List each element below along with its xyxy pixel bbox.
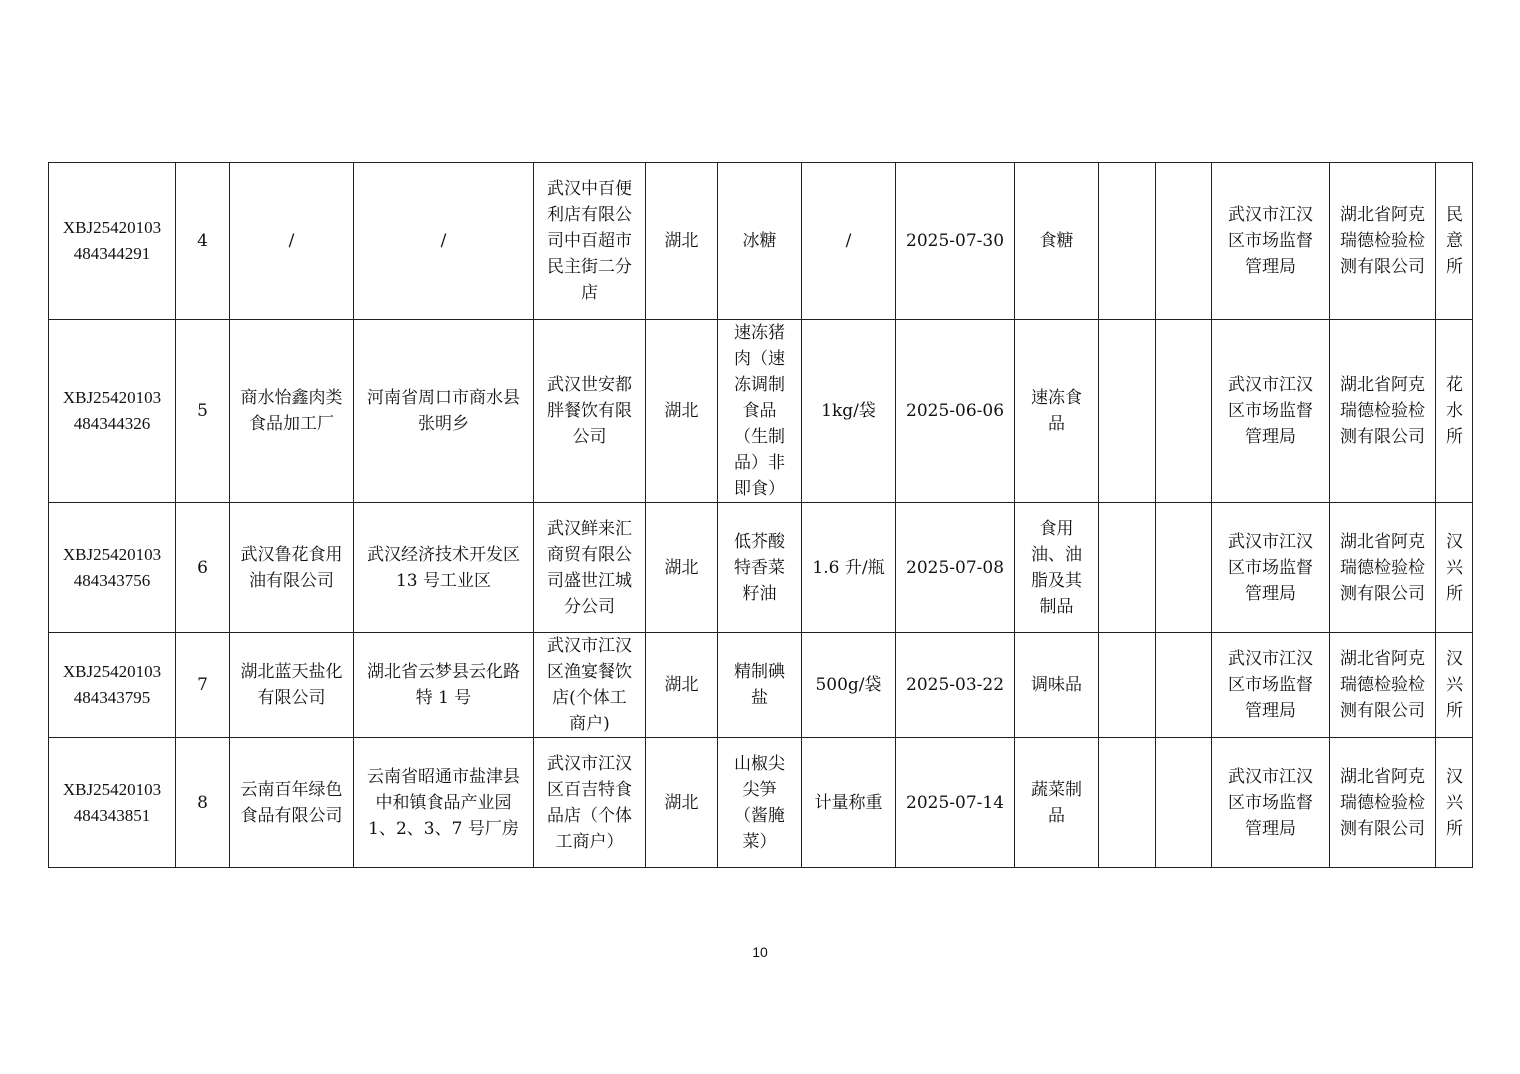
- blank-cell: [1156, 320, 1212, 503]
- food-name-cell: 精制碘盐: [718, 633, 802, 738]
- category-cell: 食用油、油脂及其制品: [1015, 503, 1099, 633]
- province-cell: 湖北: [646, 320, 718, 503]
- producer-cell: 湖北蓝天盐化有限公司: [230, 633, 354, 738]
- blank-cell: [1156, 738, 1212, 868]
- blank-cell: [1156, 633, 1212, 738]
- blank-cell: [1099, 633, 1156, 738]
- producer-cell: 云南百年绿色食品有限公司: [230, 738, 354, 868]
- table-row: [49, 633, 1473, 738]
- date-cell: 2025-03-22: [896, 633, 1015, 738]
- category-cell: 速冻食品: [1015, 320, 1099, 503]
- office-cell: 汉兴所: [1436, 738, 1473, 868]
- food-name-cell: 山椒尖尖笋（酱腌菜）: [718, 738, 802, 868]
- seq-cell: 7: [176, 633, 230, 738]
- food-name-cell: 冰糖: [718, 163, 802, 320]
- sampled-unit-cell: 武汉市江汉区百吉特食品店（个体工商户）: [534, 738, 646, 868]
- date-cell: 2025-07-14: [896, 738, 1015, 868]
- lab-cell: 湖北省阿克瑞德检验检测有限公司: [1330, 633, 1436, 738]
- spec-cell: 1kg/袋: [802, 320, 896, 503]
- producer-address-cell: 武汉经济技术开发区 13 号工业区: [354, 503, 534, 633]
- spec-cell: 1.6 升/瓶: [802, 503, 896, 633]
- category-cell: 蔬菜制品: [1015, 738, 1099, 868]
- seq-cell: 6: [176, 503, 230, 633]
- sample-no-cell: XBJ25420103484344291: [49, 163, 176, 320]
- blank-cell: [1099, 738, 1156, 868]
- office-cell: 花水所: [1436, 320, 1473, 503]
- page-number: 10: [752, 944, 768, 960]
- sampled-unit-cell: 武汉中百便利店有限公司中百超市民主街二分店: [534, 163, 646, 320]
- date-cell: 2025-07-30: [896, 163, 1015, 320]
- producer-address-cell: 云南省昭通市盐津县中和镇食品产业园 1、2、3、7 号厂房: [354, 738, 534, 868]
- office-cell: 民意所: [1436, 163, 1473, 320]
- blank-cell: [1156, 163, 1212, 320]
- sample-no-cell: XBJ25420103484343756: [49, 503, 176, 633]
- blank-cell: [1099, 320, 1156, 503]
- authority-cell: 武汉市江汉区市场监督管理局: [1212, 633, 1330, 738]
- province-cell: 湖北: [646, 738, 718, 868]
- date-cell: 2025-07-08: [896, 503, 1015, 633]
- sampled-unit-cell: 武汉世安都胖餐饮有限公司: [534, 320, 646, 503]
- province-cell: 湖北: [646, 163, 718, 320]
- authority-cell: 武汉市江汉区市场监督管理局: [1212, 163, 1330, 320]
- spec-cell: 500g/袋: [802, 633, 896, 738]
- table-row: [49, 320, 1473, 503]
- producer-cell: 商水怡鑫肉类食品加工厂: [230, 320, 354, 503]
- authority-cell: 武汉市江汉区市场监督管理局: [1212, 503, 1330, 633]
- sample-no-cell: XBJ25420103484344326: [49, 320, 176, 503]
- sample-no-cell: XBJ25420103484343795: [49, 633, 176, 738]
- food-name-cell: 速冻猪肉（速冻调制食品（生制品）非即食）: [718, 320, 802, 503]
- blank-cell: [1099, 163, 1156, 320]
- producer-address-cell: 湖北省云梦县云化路特 1 号: [354, 633, 534, 738]
- lab-cell: 湖北省阿克瑞德检验检测有限公司: [1330, 738, 1436, 868]
- sample-table: [48, 162, 1473, 868]
- sampled-unit-cell: 武汉市江汉区渔宴餐饮店(个体工商户): [534, 633, 646, 738]
- category-cell: 食糖: [1015, 163, 1099, 320]
- province-cell: 湖北: [646, 503, 718, 633]
- food-name-cell: 低芥酸特香菜籽油: [718, 503, 802, 633]
- producer-cell: /: [230, 163, 354, 320]
- office-cell: 汉兴所: [1436, 633, 1473, 738]
- lab-cell: 湖北省阿克瑞德检验检测有限公司: [1330, 163, 1436, 320]
- authority-cell: 武汉市江汉区市场监督管理局: [1212, 738, 1330, 868]
- province-cell: 湖北: [646, 633, 718, 738]
- category-cell: 调味品: [1015, 633, 1099, 738]
- seq-cell: 4: [176, 163, 230, 320]
- producer-address-cell: /: [354, 163, 534, 320]
- office-cell: 汉兴所: [1436, 503, 1473, 633]
- spec-cell: /: [802, 163, 896, 320]
- blank-cell: [1156, 503, 1212, 633]
- authority-cell: 武汉市江汉区市场监督管理局: [1212, 320, 1330, 503]
- table-row: [49, 503, 1473, 633]
- seq-cell: 8: [176, 738, 230, 868]
- lab-cell: 湖北省阿克瑞德检验检测有限公司: [1330, 503, 1436, 633]
- sampled-unit-cell: 武汉鲜来汇商贸有限公司盛世江城分公司: [534, 503, 646, 633]
- blank-cell: [1099, 503, 1156, 633]
- seq-cell: 5: [176, 320, 230, 503]
- producer-cell: 武汉鲁花食用油有限公司: [230, 503, 354, 633]
- lab-cell: 湖北省阿克瑞德检验检测有限公司: [1330, 320, 1436, 503]
- date-cell: 2025-06-06: [896, 320, 1015, 503]
- table-row: [49, 163, 1473, 320]
- spec-cell: 计量称重: [802, 738, 896, 868]
- producer-address-cell: 河南省周口市商水县张明乡: [354, 320, 534, 503]
- table-row: [49, 738, 1473, 868]
- sample-no-cell: XBJ25420103484343851: [49, 738, 176, 868]
